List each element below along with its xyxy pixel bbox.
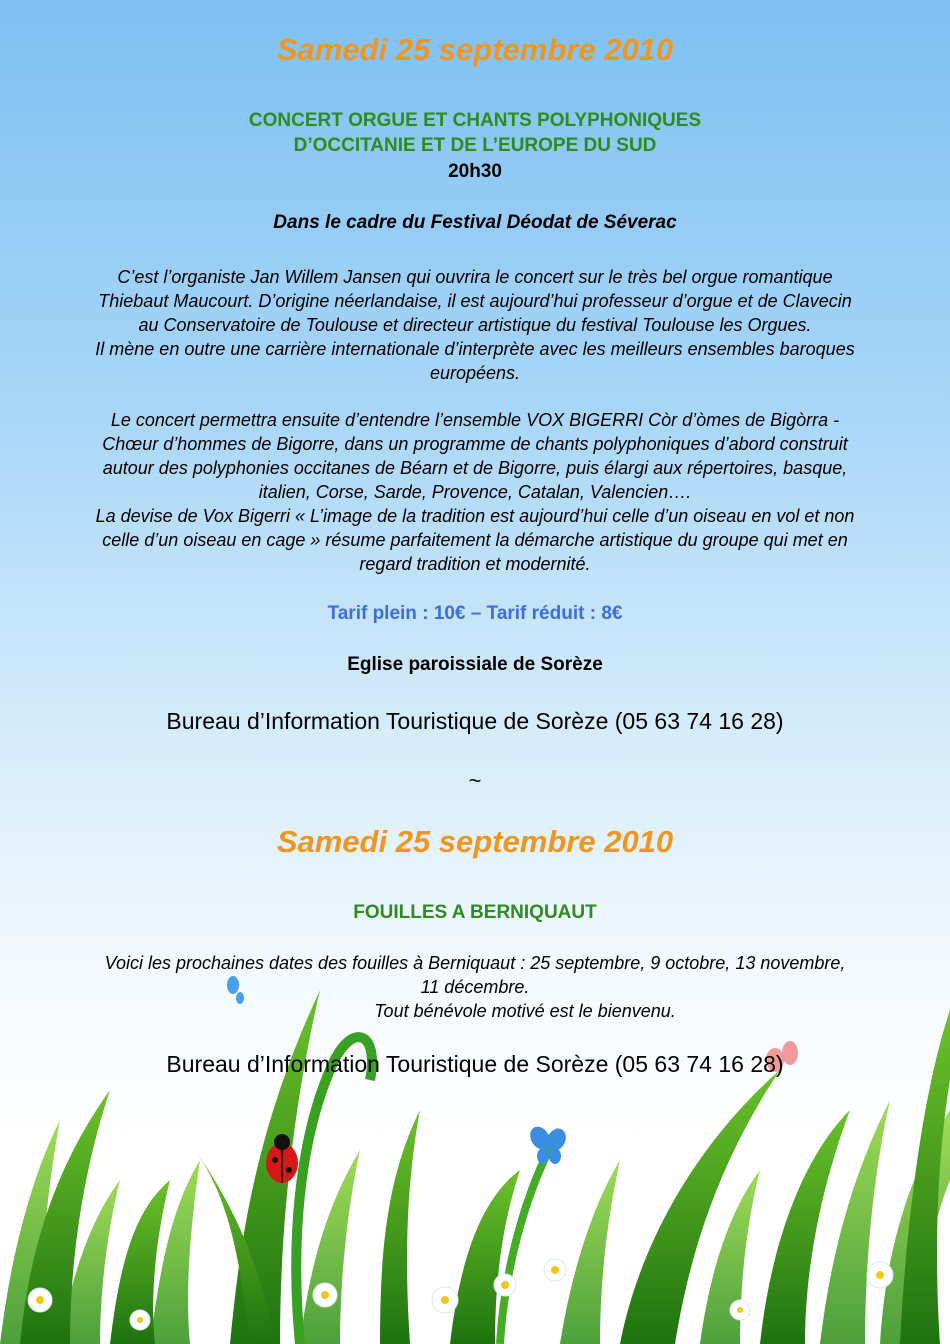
blue-butterfly-icon	[526, 1123, 570, 1164]
paragraph1-line: Il mène en outre une carrière internationale d’interprète avec les meilleurs ensembles baroques	[95, 339, 855, 359]
event1-title	[0, 108, 950, 158]
event1-time: 20h30	[448, 161, 502, 182]
paragraph1-line: au Conservatoire de Toulouse et directeur artistique du festival Toulouse les Orgues.	[138, 315, 812, 335]
event2-paragraph	[0, 951, 950, 1023]
grass-meadow-illustration	[0, 880, 950, 1344]
paragraph2-line: italien, Corse, Sarde, Provence, Catalan, Valencien….	[258, 482, 692, 502]
paragraph-line: Tout bénévole motivé est le bienvenu.	[374, 1001, 676, 1021]
paragraph-line: 11 décembre.	[420, 977, 530, 997]
event1-subtitle: Dans le cadre du Festival Déodat de Séverac	[273, 212, 677, 233]
paragraph2-line: La devise de Vox Bigerri « L’image de la tradition est aujourd’hui celle d’un oiseau en vol et non	[95, 506, 855, 526]
paragraph-line: Voici les prochaines dates des fouilles à Berniquaut : 25 septembre, 9 octobre, 13 novembre,	[104, 953, 846, 973]
paragraph2-line: Chœur d’hommes de Bigorre, dans un programme de chants polyphoniques d’abord construit	[102, 434, 848, 454]
separator-tilde: ~	[468, 768, 482, 793]
paragraph2-line: regard tradition et modernité.	[359, 554, 591, 574]
event1-paragraph1	[0, 265, 950, 385]
paragraph1-line: C’est l’organiste Jan Willem Jansen qui ouvrira le concert sur le très bel orgue romantique	[117, 267, 833, 287]
event1-title-line2: D’OCCITANIE ET DE L’EUROPE DU SUD	[293, 135, 657, 156]
paragraph2-line: celle d’un oiseau en cage » résume parfaitement la démarche artistique du groupe qui met en	[102, 530, 848, 550]
paragraph1-line: Thiebaut Maucourt. D’origine néerlandaise, il est aujourd’hui professeur d’orgue et de Clavecin	[98, 291, 852, 311]
paragraph2-line: autour des polyphonies occitanes de Béarn et de Bigorre, puis élargi aux répertoires, basque,	[102, 458, 848, 478]
event2-contact: Bureau d’Information Touristique de Sorèze (05 63 74 16 28)	[166, 1051, 784, 1077]
event2-title: FOUILLES A BERNIQUAUT	[353, 902, 597, 923]
paragraph1-line: européens.	[429, 363, 521, 383]
event1-tarif: Tarif plein : 10€ – Tarif réduit : 8€	[327, 603, 623, 624]
event2-date: Samedi 25 septembre 2010	[276, 824, 674, 859]
event1-venue: Eglise paroissiale de Sorèze	[347, 654, 603, 675]
event1-contact: Bureau d’Information Touristique de Sorèze (05 63 74 16 28)	[166, 708, 784, 734]
paragraph2-line: Le concert permettra ensuite d’entendre l’ensemble VOX BIGERRI Còr d’òmes de Bigòrra -	[110, 410, 840, 430]
event1-paragraph2	[0, 408, 950, 576]
event1-date: Samedi 25 septembre 2010	[276, 32, 674, 67]
event1-title-line1: CONCERT ORGUE ET CHANTS POLYPHONIQUES	[248, 110, 702, 131]
